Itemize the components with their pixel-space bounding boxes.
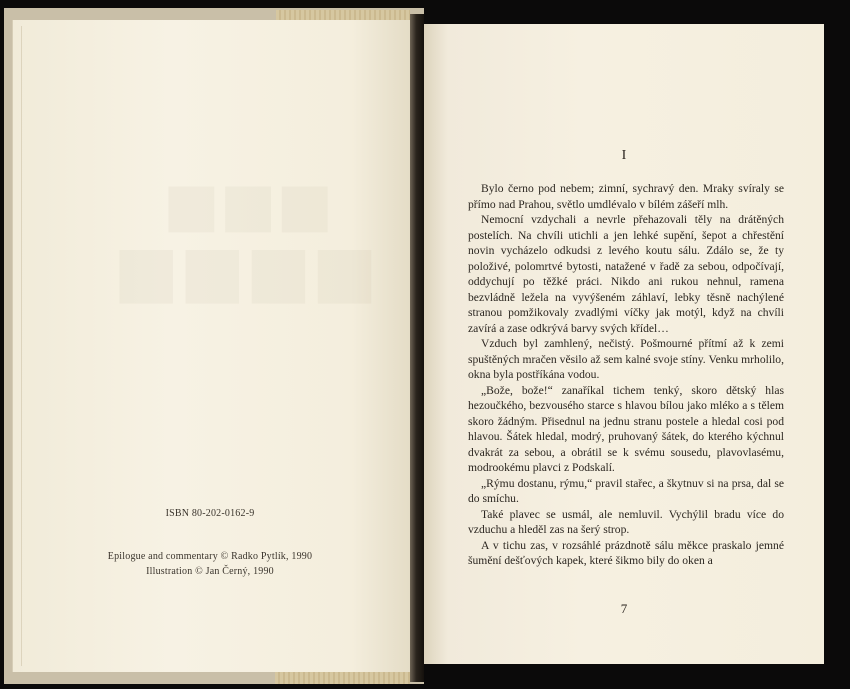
body-text <box>468 181 784 569</box>
chapter-number: I <box>621 148 627 163</box>
paragraph: Vzduch byl zamhlený, nečistý. Pošmourné přítmí až k zemi spuštěných mračen věsilo až sem kalné svoje stíny. Venku mrholilo, okna byla postříkána vodou. <box>468 337 784 381</box>
bleed-through-shadow: ■■■ <box>163 170 334 240</box>
paragraph: „Bože, bože!“ zanaříkal tichem tenký, skoro dětský hlas hezoučkého, bezvousého starce s hlavou bílou jako mléko a s tělem skoro žádným. Přisednul na jednu stranu postele a hledal cosi pod hlavou. Šátek hledal, modrý, pruhovaný šátek, do kterého kýchnul dvakrát za sebou, a obrátil se k svému sousedu, plavovlasému, modrookému plavci z Podskalí. <box>468 383 784 474</box>
copyright-illustration: Illustration © Jan Černý, 1990 <box>146 566 274 577</box>
paragraph: A v tichu zas, v rozsáhlé prázdnotě sálu měkce praskalo jemné šumění dešťových kapek, které šikmo bily do oken a <box>468 538 784 567</box>
paragraph: Také plavec se usmál, ale nemluvil. Vychýlil bradu více do vzduchu a hleděl zas na šerý strop. <box>468 507 784 536</box>
paragraph: Bylo černo pod nebem; zimní, sychravý den. Mraky svíraly se přímo nad Prahou, světlo umdlévalo v bílém zášeří mlh. <box>468 182 784 211</box>
bleed-through-shadow: ■■■■ <box>113 230 378 312</box>
isbn-line: ISBN 80-202-0162-9 <box>165 508 255 519</box>
page-number: 7 <box>620 601 628 616</box>
book-gutter <box>410 14 424 682</box>
copyright-epilogue: Epilogue and commentary © Radko Pytlík, 1990 <box>107 551 313 562</box>
paragraph: Nemocní vzdychali a nevrle přehazovali těly na drátěných postelích. Na chvíli utichli a jen lehké supění, šepot a chřestění novin vycházelo odkudsi z levého koutu sálu. Zdálo se, že ty položivé, polomrtvé bytosti, natažené v řadě za sebou, odpočívají, oddychují po těžké práci. Nikdo ani rukou nehnul, ramena bezvládně ležela na vyvýšeném záhlaví, lebky těsně nachýlené stranou pomžikovaly zvadlými víčky jak motýl, když na chvíli zavírá a zase odkrývá barvy svých křídel… <box>468 213 784 335</box>
paragraph: „Rýmu dostanu, rýmu,“ pravil stařec, a škytnuv si na prsa, dal se do smíchu. <box>468 476 784 505</box>
